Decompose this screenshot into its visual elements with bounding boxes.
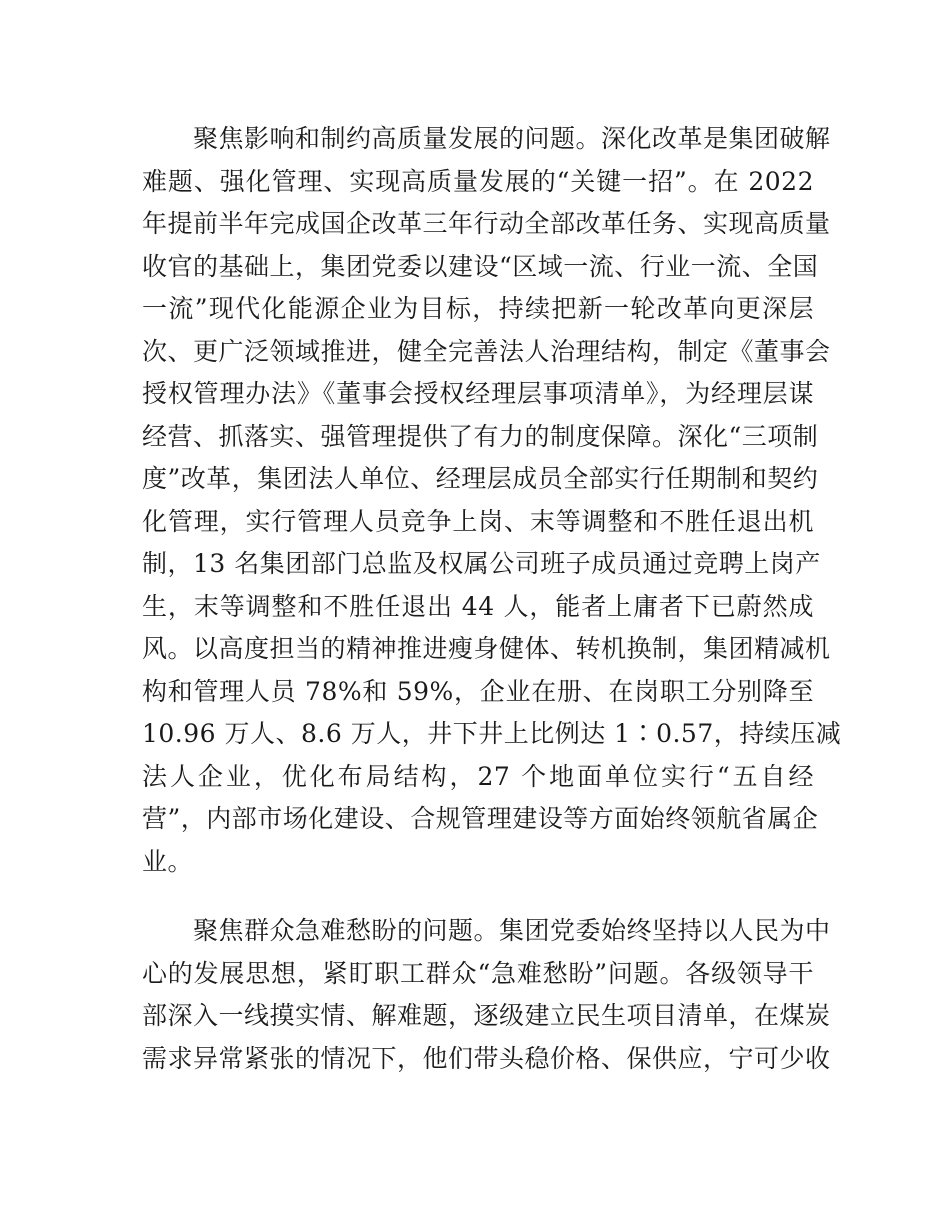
text-line: 化管理，实行管理人员竞争上岗、末等调整和不胜任退出机 <box>142 506 814 536</box>
text-line: 业。 <box>142 846 194 876</box>
paragraph-livelihood <box>142 910 831 1080</box>
text-line: 风。以高度担当的精神推进瘦身健体、转机换制，集团精减机 <box>142 634 831 663</box>
text-line: 制，13 名集团部门总监及权属公司班子成员通过竞聘上岗产 <box>142 549 821 578</box>
text-line: 难题、强化管理、实现高质量发展的“关键一招”。在 2022 <box>142 166 814 196</box>
text-line: 生，末等调整和不胜任退出 44 人，能者上庸者下已蔚然成 <box>142 591 814 621</box>
text-line: 收官的基础上，集团党委以建设“区域一流、行业一流、全国 <box>142 251 819 281</box>
text-line: 构和管理人员 78%和 59%，企业在册、在岗职工分别降至 <box>142 676 814 706</box>
text-line: 聚焦群众急难愁盼的问题。集团党委始终坚持以人民为中 <box>142 916 831 945</box>
text-line: 经营、抓落实、强管理提供了有力的制度保障。深化“三项制 <box>142 421 819 451</box>
text-line: 营”，内部市场化建设、合规管理建设等方面始终领航省属企 <box>142 804 819 833</box>
text-line: 年提前半年完成国企改革三年行动全部改革任务、实现高质量 <box>142 209 831 238</box>
text-line: 部深入一线摸实情、解难题，逐级建立民生项目清单，在煤炭 <box>142 1001 831 1030</box>
text-line: 授权管理办法》《董事会授权经理层事项清单》，为经理层谋 <box>142 379 814 408</box>
paragraph-reform <box>142 118 842 883</box>
text-line: 度”改革，集团法人单位、经理层成员全部实行任期制和契约 <box>142 464 819 493</box>
text-line: 聚焦影响和制约高质量发展的问题。深化改革是集团破解 <box>142 124 831 153</box>
text-line: 10.96 万人、8.6 万人，井下井上比例达 1∶0.57，持续压减 <box>142 719 842 748</box>
text-line: 需求异常紧张的情况下，他们带头稳价格、保供应，宁可少收 <box>142 1043 831 1073</box>
text-line: 法人企业，优化布局结构，27 个地面单位实行“五自经 <box>142 761 814 791</box>
text-line: 次、更广泛领域推进，健全完善法人治理结构，制定《董事会 <box>142 336 831 366</box>
text-line: 心的发展思想，紧盯职工群众“急难愁盼”问题。各级领导干 <box>142 958 814 988</box>
text-line: 一流”现代化能源企业为目标，持续把新一轮改革向更深层 <box>142 294 814 323</box>
